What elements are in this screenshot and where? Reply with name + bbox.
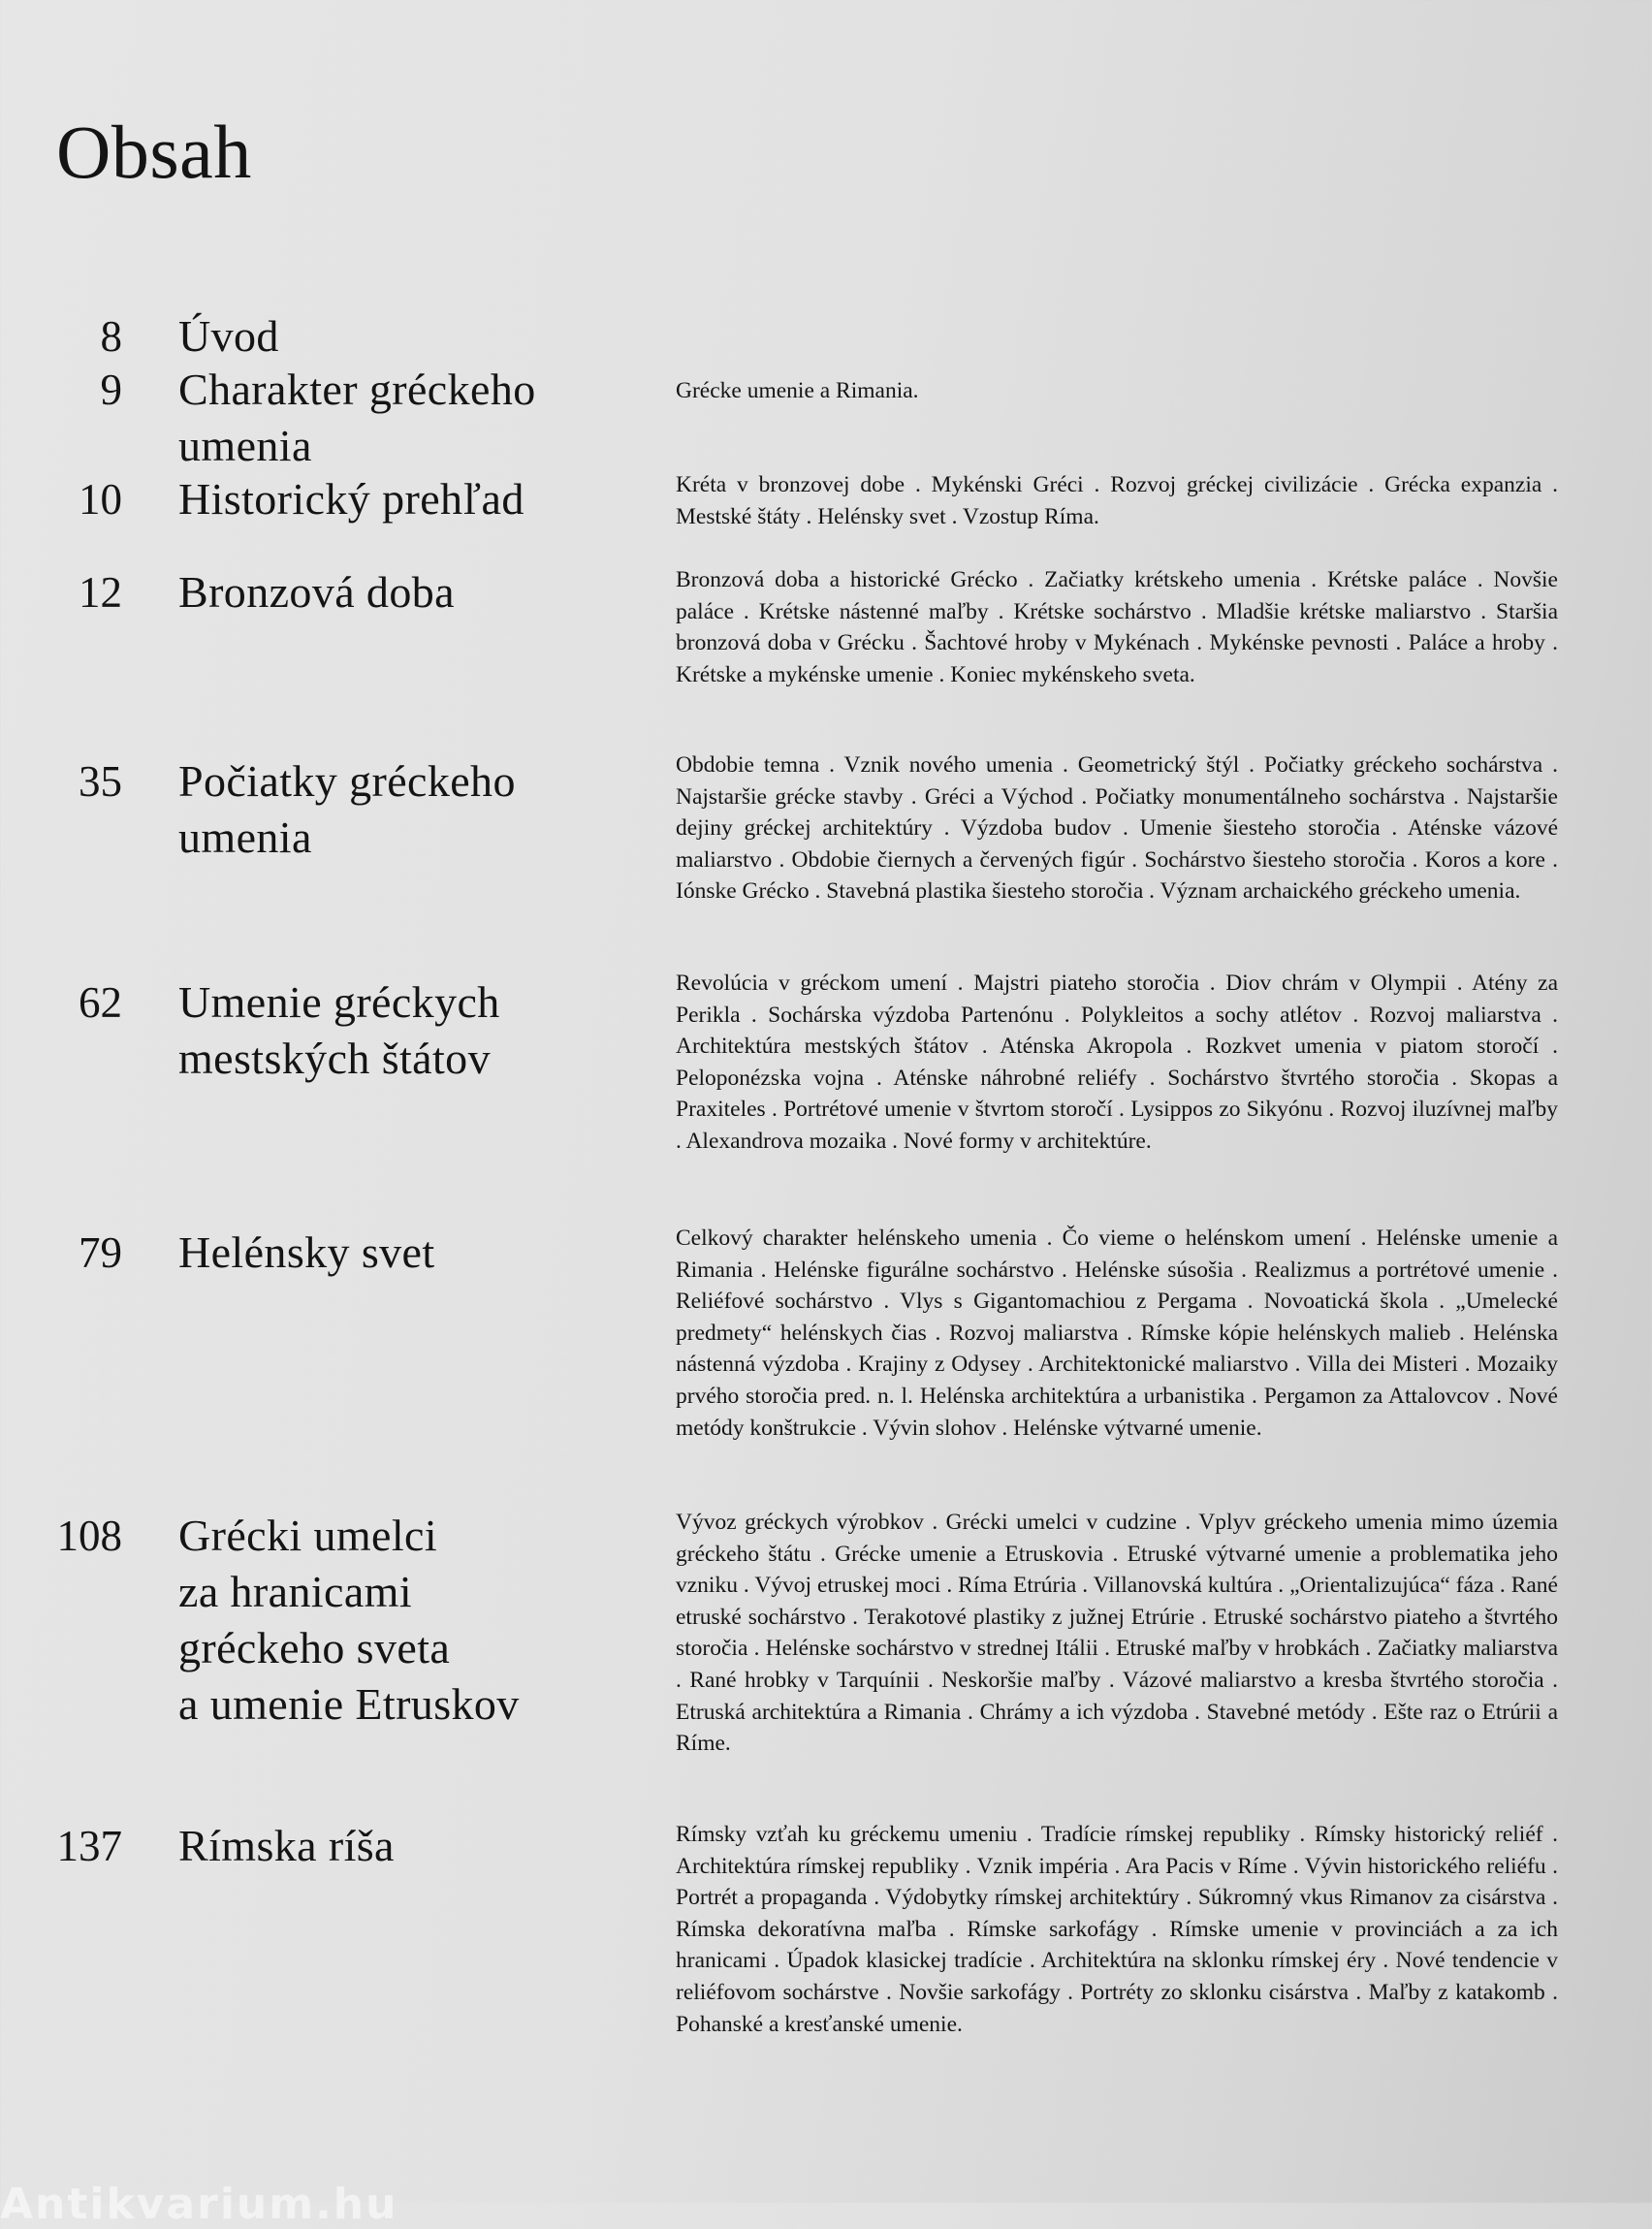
- toc-chapter-title: [178, 564, 586, 621]
- toc-chapter-title: [178, 362, 586, 474]
- toc-chapter-line: Počiatky gréckeho: [178, 756, 516, 806]
- toc-chapter-title: [178, 471, 586, 527]
- toc-description: Vývoz gréckych výrobkov . Grécki umelci v cudzine . Vplyv gréckeho umenia mimo územia gréckeho štátu . Grécke umenie a Etruskovia . Etruské výtvarné umenie a problematika jeho vzniku . Vývoj etruskej moci . Ríma Etrúria . Villanovská kultúra . „Orientalizujúca“ fáza . Rané etruské sochárstvo . Terakotové plastiky z južnej Etrúrie . Etruské sochárstvo piateho a štvrtého storočia . Helénske sochárstvo v strednej Itálii . Etruské maľby v hrobkách . Začiatky maliarstva . Rané hrobky v Tarquínii . Neskoršie maľby . Vázové maliarstvo a kresba štvrtého storočia . Etruská architektúra a Rimania . Chrámy a ich výzdoba . Stavebné metódy . Ešte raz o Etrúrii a Ríme.: [676, 1510, 1558, 1757]
- toc-page-number: 79: [79, 1228, 122, 1277]
- toc-chapter-line: Úvod: [178, 311, 279, 361]
- toc-chapter-line: za hranicami: [178, 1567, 413, 1616]
- toc-page-number: 8: [100, 312, 122, 361]
- toc-chapter-title: [178, 753, 586, 866]
- toc-page-number: 62: [79, 978, 122, 1027]
- toc-chapter-line: Charakter gréckeho: [178, 365, 536, 414]
- toc-chapter-line: umenia: [178, 421, 312, 470]
- toc-chapter-line: Helénsky svet: [178, 1227, 435, 1277]
- toc-chapter-line: Bronzová doba: [178, 567, 455, 617]
- toc-chapter-title: [178, 1818, 586, 1874]
- toc-chapter-line: gréckeho sveta: [178, 1623, 451, 1672]
- toc-page-number: 10: [79, 475, 122, 524]
- toc-chapter-line: Grécki umelci: [178, 1511, 438, 1560]
- toc-description: Celkový charakter helénskeho umenia . Čo vieme o helénskom umení . Helénske umenie a Rimania . Helénske figurálne sochárstvo . Helénske súsošia . Realizmus a portrétové umenie . Reliéfové sochárstvo . Vlys s Gigantomachiou z Pergama . Novoatická škola . „Umelecké predmety“ helénskych čias . Rozvoj maliarstva . Rímske kópie helénskych malieb . Helénska nástenná výzdoba . Krajiny z Odysey . Architektonické maliarstvo . Villa dei Misteri . Mozaiky prvého storočia pred. n. l. Helénska architektúra a urbanistika . Pergamon za Attalovcov . Nové metódy konštrukcie . Vývin slohov . Helénske výtvarné umenie.: [676, 1226, 1558, 1441]
- toc-chapter-line: Historický prehľad: [178, 474, 524, 524]
- toc-description: Revolúcia v gréckom umení . Majstri piateho storočia . Diov chrám v Olympii . Atény za Perikla . Sochárska výzdoba Partenónu . Polykleitos a sochy atlétov . Rozvoj maliarstva . Architektúra mestských štátov . Aténska Akropola . Rozkvet umenia v piatom storočí . Peloponézska vojna . Aténske náhrobné reliéfy . Sochárstvo štvrtého storočia . Skopas a Praxiteles . Portrétové umenie v štvrtom storočí . Lysippos zo Sikyónu . Rozvoj iluzívnej maľby . Alexandrova mozaika . Nové formy v architektúre.: [676, 971, 1558, 1154]
- toc-page-number: 108: [56, 1512, 122, 1560]
- toc-description: Grécke umenie a Rimania.: [676, 378, 919, 403]
- toc-chapter-title: [178, 1508, 586, 1733]
- page-title: Obsah: [56, 110, 252, 194]
- toc-chapter-title: [178, 974, 586, 1087]
- toc-chapter-line: mestských štátov: [178, 1034, 491, 1083]
- toc-chapter-line: umenia: [178, 812, 312, 862]
- toc-page-number: 12: [79, 568, 122, 617]
- toc-chapter-line: Umenie gréckych: [178, 977, 500, 1027]
- toc-chapter-line: Rímska ríša: [178, 1821, 395, 1870]
- toc-page-number: 35: [79, 757, 122, 806]
- toc-chapter-title: [178, 308, 586, 365]
- toc-page-number: 137: [56, 1822, 122, 1870]
- watermark: Antikvarium.hu: [0, 2180, 398, 2229]
- toc-description: Bronzová doba a historické Grécko . Začiatky krétskeho umenia . Krétske paláce . Novšie paláce . Krétske nástenné maľby . Krétske sochárstvo . Mladšie krétske maliarstvo . Staršia bronzová doba v Grécku . Šachtové hroby v Mykénach . Mykénske pevnosti . Paláce a hroby . Krétske a mykénske umenie . Koniec mykénskeho sveta.: [676, 567, 1558, 687]
- toc-chapter-line: a umenie Etruskov: [178, 1679, 520, 1729]
- toc-description: Obdobie temna . Vznik nového umenia . Geometrický štýl . Počiatky gréckeho sochárstva . Najstaršie grécke stavby . Gréci a Východ . Počiatky monumentálneho sochárstva . Najstaršie dejiny gréckej architektúry . Výzdoba budov . Umenie šiesteho storočia . Aténske vázové maliarstvo . Obdobie čiernych a červených figúr . Sochárstvo šiesteho storočia . Koros a kore . Iónske Grécko . Stavebná plastika šiesteho storočia . Význam archaického gréckeho umenia.: [676, 752, 1558, 905]
- toc-chapter-title: [178, 1225, 586, 1281]
- toc-description: Kréta v bronzovej dobe . Mykénski Gréci . Rozvoj gréckej civilizácie . Grécka expanzia . Mestské štáty . Helénsky svet . Vzostup Ríma.: [676, 472, 1558, 529]
- toc-description: Rímsky vzťah ku gréckemu umeniu . Tradície rímskej republiky . Rímsky historický reliéf . Architektúra rímskej republiky . Vznik impéria . Ara Pacis v Ríme . Vývin historického reliéfu . Portrét a propaganda . Výdobytky rímskej architektúry . Súkromný vkus Rimanov za cisárstva . Rímska dekoratívna maľba . Rímske sarkofágy . Rímske umenie v provinciách a za ich hranicami . Úpadok klasickej tradície . Architektúra na sklonku rímskej éry . Nové tendencie v reliéfovom sochárstve . Novšie sarkofágy . Portréty zo sklonku cisárstva . Maľby z katakomb . Pohanské a kresťanské umenie.: [676, 1822, 1558, 2037]
- toc-page-number: 9: [100, 366, 122, 414]
